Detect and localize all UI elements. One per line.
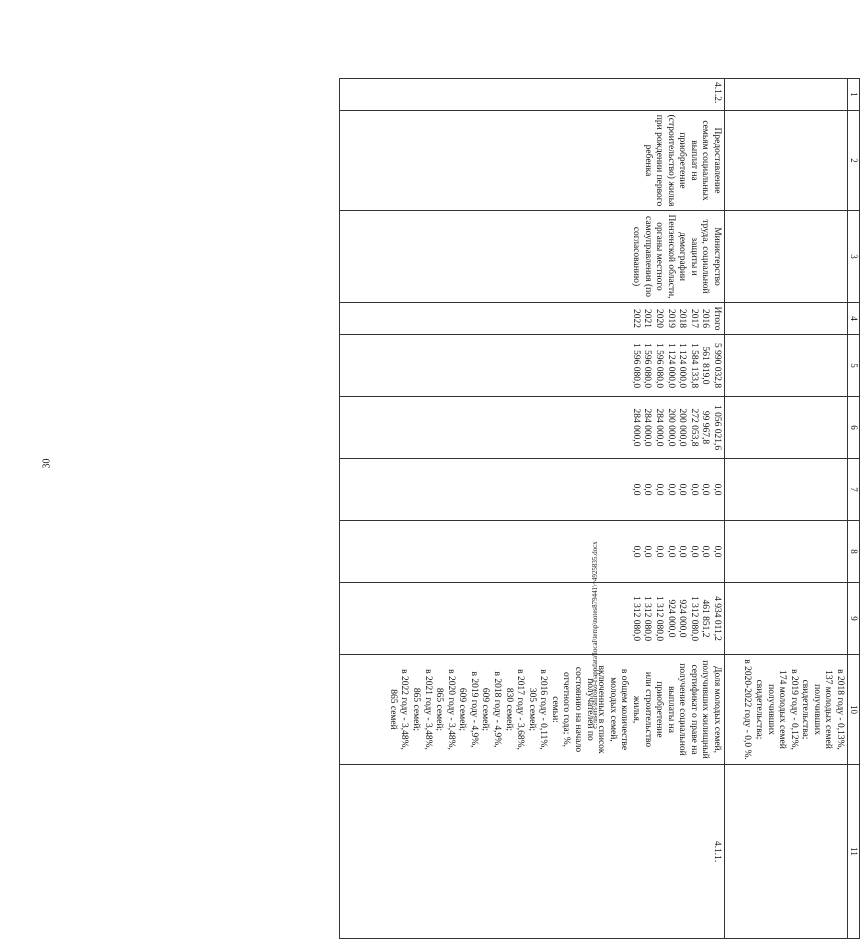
program-table [339,78,860,939]
header-cell-5: 5 [848,335,860,397]
col6-2022: 284 000,0 [630,408,641,447]
col5-2022: 1 596 080,0 [630,342,641,389]
executor: Министерство труда, социальной защиты и демографии Пензенской области, органы местного самоуправления (по согласованию) [340,211,725,303]
col5-2018: 1 124 000,0 [677,342,688,389]
col9-total: 4 934 011,2 [712,596,722,641]
indicator-text: Доля молодых семей, получивших жилищный сертификат о праве на получение социальной выплаты на приобретение или строительство жилья, в общем количестве молодых семей, включенных в список получателей по состоянию на начало отчетного года; %, семьи: в 2016 году - 0,11%, 305 семей; в 2017 году - 3,68%, 830 семей; в 2018 году - 4,9%, 609 семей; в 2019 году - 4,9%, 609 семей; в 2020 году - 3,48%, 865 семей; в 2021 году - 3,48%, 865 семей; в 2022 году - 3,48%, 865 семей [340,655,725,765]
col8-2021: 0,0 [642,545,653,558]
col6-2016: 99 967,8 [700,410,711,445]
prev-indicator-text: в 2018 году - 0,13%, 137 молодых семей получивших свидетельства; в 2019 году - 0,12%, 174 молодых семей получивших свидетельства; в 2020-2022 году - 0,0 %. [725,655,848,765]
column-6-values [340,397,725,459]
year-2019: 2019 [665,309,676,328]
col5-2017: 1 584 133,8 [688,342,699,389]
col9-2018: 924 000,0 [677,599,688,638]
year-2021: 2021 [642,309,653,328]
col6-2018: 200 000,0 [677,408,688,447]
prev-cell-7 [725,459,848,521]
col6-2019: 200 000,0 [665,408,676,447]
header-row [848,79,860,939]
col5-2019: 1 124 000,0 [665,342,676,389]
year-2020: 2020 [654,309,665,328]
column-7-values [340,459,725,521]
col8-2022: 0,0 [630,545,641,558]
col5-total: 5 990 032,8 [712,342,722,389]
prev-cell-5 [725,335,848,397]
year-total: Итого [712,306,722,331]
header-cell-1: 1 [848,79,860,111]
header-cell-2: 2 [848,111,860,211]
col7-2021: 0,0 [642,483,653,496]
year-2017: 2017 [688,309,699,328]
col5-2021: 1 596 080,0 [642,342,653,389]
col7-2018: 0,0 [677,483,688,496]
prev-cell-9 [725,583,848,655]
year-2016: 2016 [700,309,711,328]
year-2018: 2018 [677,309,688,328]
col8-2019: 0,0 [665,545,676,558]
column-8-values [340,521,725,583]
header-cell-3: 3 [848,211,860,303]
col7-2020: 0,0 [654,483,665,496]
col5-2016: 561 819,0 [700,346,711,385]
row-number: 4.1.2. [340,79,725,111]
table-row [340,79,725,939]
header-cell-6: 6 [848,397,860,459]
year-2022: 2022 [630,309,641,328]
linked-indicator-number: 4.1.1. [340,765,725,939]
col9-2021: 1 312 080,0 [642,595,653,642]
rotated-table-container [340,78,860,938]
header-cell-9: 9 [848,583,860,655]
header-cell-7: 7 [848,459,860,521]
col7-2017: 0,0 [688,483,699,496]
col9-2022: 1 312 080,0 [630,595,641,642]
prev-cell-11 [725,765,848,939]
col9-2019: 924 000,0 [665,599,676,638]
col7-total: 0,0 [712,483,722,496]
file-path-footer: c:\users\shiroko-f\appdata\local\temp\notes879441\~4925835.docx [591,541,599,729]
col8-2018: 0,0 [677,545,688,558]
col8-total: 0,0 [712,545,722,558]
previous-row-continuation [725,79,848,939]
prev-cell-2 [725,111,848,211]
col6-2021: 284 000,0 [642,408,653,447]
col8-2020: 0,0 [654,545,665,558]
col9-2016: 461 851,2 [700,599,711,638]
col5-2020: 1 596 080,0 [654,342,665,389]
header-cell-11: 11 [848,765,860,939]
col7-2016: 0,0 [700,483,711,496]
page-number: 30 [41,458,53,469]
col6-2020: 284 000,0 [654,408,665,447]
prev-cell-4 [725,303,848,335]
prev-cell-1 [725,79,848,111]
column-9-values [340,583,725,655]
col9-2020: 1 312 080,0 [654,595,665,642]
col8-2016: 0,0 [700,545,711,558]
column-5-values [340,335,725,397]
header-cell-10: 10 [848,655,860,765]
header-cell-4: 4 [848,303,860,335]
col7-2022: 0,0 [630,483,641,496]
prev-cell-6 [725,397,848,459]
measure-name: Предоставление семьям социальных выплат на приобретение (строительство) жилья при рождении первого ребенка [340,111,725,211]
col6-2017: 272 053,8 [688,408,699,447]
prev-cell-3 [725,211,848,303]
col8-2017: 0,0 [688,545,699,558]
header-cell-8: 8 [848,521,860,583]
col9-2017: 1 312 080,0 [688,595,699,642]
col6-total: 1 056 021,6 [712,404,722,451]
col7-2019: 0,0 [665,483,676,496]
prev-cell-8 [725,521,848,583]
years-column [340,303,725,335]
